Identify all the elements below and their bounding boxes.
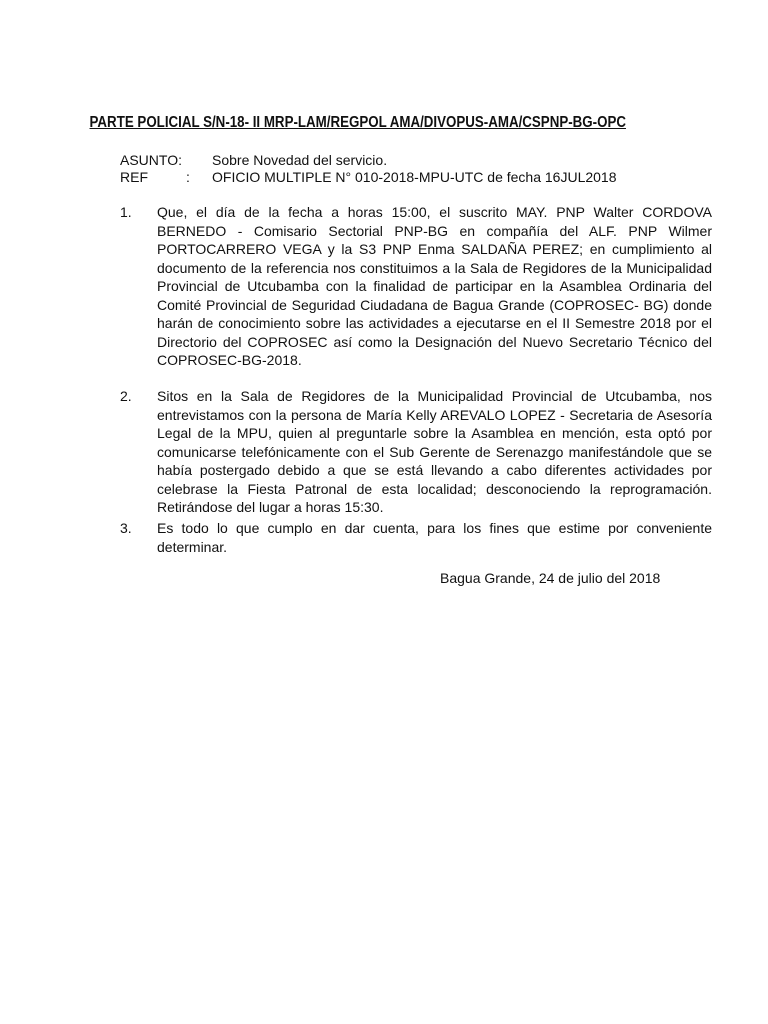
ref-line — [120, 169, 617, 186]
list-item — [120, 203, 712, 370]
ref-colon: : — [186, 169, 190, 185]
item-number: 2. — [120, 388, 132, 404]
ref-value: OFICIO MULTIPLE N° 010-2018-MPU-UTC de fecha 16JUL2018 — [212, 169, 617, 185]
item-number: 1. — [120, 204, 132, 220]
item-number: 3. — [120, 520, 132, 536]
list-item — [120, 519, 712, 556]
document-title: PARTE POLICIAL S/N-18- II MRP-LAM/REGPOL AMA/DIVOPUS-AMA/CSPNP-BG-OPC — [89, 114, 626, 131]
asunto-value: Sobre Novedad del servicio. — [212, 152, 388, 168]
ref-label: REF — [120, 169, 148, 185]
signoff-place-date: Bagua Grande, 24 de julio del 2018 — [440, 570, 661, 586]
item-text: Que, el día de la fecha a horas 15:00, el suscrito MAY. PNP Walter CORDOVA BERNEDO - Comisario Sectorial PNP-BG en compañía del ALF. PNP Wilmer PORTOCARRERO VEGA y la S3 PNP Enma SALDAÑA PEREZ; en cumplimiento al documento de la referencia nos constituimos a la Sala de Regidores de la Municipalidad Provincial de Utcubamba con la finalidad de participar en la Asamblea Ordinaria del Comité Provincial de Seguridad Ciudadana de Bagua Grande (COPROSEC- BG) donde harán de conocimiento sobre las actividades a ejecutarse en el II Semestre 2018 por el Directorio del COPROSEC así como la Designación del Nuevo Secretario Técnico del COPROSEC-BG-2018. — [157, 204, 712, 368]
item-text: Sitos en la Sala de Regidores de la Municipalidad Provincial de Utcubamba, nos entrevistamos con la persona de María Kelly AREVALO LOPEZ - Secretaria de Asesoría Legal de la MPU, quien al preguntarle sobre la Asamblea en mención, esta optó por comunicarse telefónicamente con el Sub Gerente de Serenazgo manifestándole que se había postergado debido a que se está llevando a cabo diferentes actividades por celebrase la Fiesta Patronal de esta localidad; desconociendo la reprogramación. Retirándose del lugar a horas 15:30. — [157, 388, 712, 515]
item-text: Es todo lo que cumplo en dar cuenta, para los fines que estime por conveniente determinar. — [157, 520, 712, 555]
asunto-label: ASUNTO: — [120, 152, 182, 168]
list-item — [120, 387, 712, 517]
asunto-line — [120, 152, 387, 169]
